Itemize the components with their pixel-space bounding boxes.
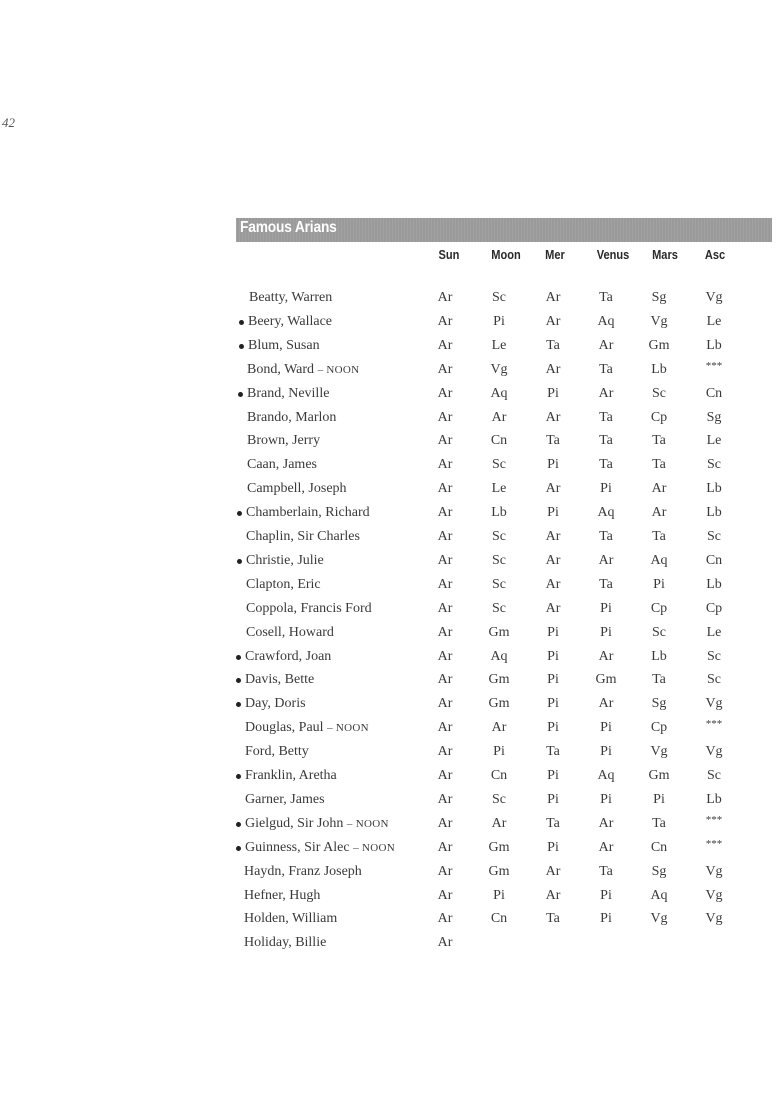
cell-mer: Ta [546, 433, 560, 448]
row-name [246, 529, 360, 545]
cell-asc: *** [705, 718, 723, 730]
row-name [246, 577, 321, 593]
cell-sun: Ar [437, 290, 453, 305]
cell-mars: Ar [651, 481, 667, 496]
cell-asc: Sc [707, 649, 721, 664]
bullet-marker [239, 344, 244, 349]
cell-asc: Le [706, 433, 722, 448]
cell-venus: Pi [600, 625, 612, 640]
cell-venus: Ar [598, 816, 614, 831]
cell-mars: Vg [650, 911, 668, 926]
row-name-text: Clapton, Eric [246, 577, 321, 592]
row-name [246, 625, 334, 641]
cell-mer: Pi [547, 625, 559, 640]
row-name [245, 768, 337, 784]
cell-sun: Ar [437, 696, 453, 711]
cell-mars: Sg [651, 696, 667, 711]
table-row [0, 314, 780, 338]
cell-sun: Ar [437, 553, 453, 568]
table-title: Famous Arians [240, 219, 337, 236]
cell-moon: Gm [488, 696, 510, 711]
row-name [244, 864, 362, 880]
cell-asc: Le [706, 625, 722, 640]
cell-moon: Sc [492, 553, 506, 568]
table-row [0, 481, 780, 505]
cell-mer: Pi [547, 672, 559, 687]
cell-moon: Sc [492, 529, 506, 544]
row-name [245, 792, 325, 808]
table-row [0, 792, 780, 816]
row-name [247, 386, 329, 402]
cell-moon: Cn [490, 911, 508, 926]
table-row [0, 625, 780, 649]
row-name-text: Chamberlain, Richard [246, 505, 370, 520]
bullet-marker [236, 678, 241, 683]
cell-sun: Ar [437, 338, 453, 353]
cell-mer: Pi [547, 696, 559, 711]
cell-sun: Ar [437, 529, 453, 544]
row-name [245, 649, 331, 665]
row-note: – NOON [346, 818, 389, 830]
cell-asc: Vg [705, 744, 723, 759]
row-name [247, 410, 336, 426]
table-row [0, 816, 780, 840]
cell-sun: Ar [437, 816, 453, 831]
table-row [0, 601, 780, 625]
table-row [0, 338, 780, 362]
cell-mer: Pi [547, 386, 559, 401]
cell-mer: Ta [546, 911, 560, 926]
cell-asc: Vg [705, 696, 723, 711]
cell-venus: Ta [599, 577, 613, 592]
cell-mars: Cp [650, 720, 668, 735]
bullet-marker [236, 655, 241, 660]
cell-moon: Pi [493, 888, 505, 903]
cell-venus: Aq [597, 505, 615, 520]
cell-venus: Aq [597, 314, 615, 329]
cell-venus: Ar [598, 840, 614, 855]
bullet-marker [236, 846, 241, 851]
bullet-marker [238, 392, 243, 397]
column-header-venus: Venus [596, 247, 630, 262]
cell-mer: Ar [545, 314, 561, 329]
cell-mer: Pi [547, 840, 559, 855]
cell-asc: Cp [705, 601, 723, 616]
cell-moon: Vg [490, 362, 508, 377]
row-name [245, 744, 309, 760]
table-row [0, 744, 780, 768]
row-name [246, 553, 324, 569]
cell-mars: Sc [652, 386, 666, 401]
row-name [249, 290, 332, 306]
cell-sun: Ar [437, 720, 453, 735]
cell-moon: Ar [491, 720, 507, 735]
cell-venus: Ta [599, 410, 613, 425]
table-row [0, 386, 780, 410]
cell-venus: Aq [597, 768, 615, 783]
cell-asc: Cn [705, 553, 723, 568]
cell-mer: Ar [545, 577, 561, 592]
cell-sun: Ar [437, 433, 453, 448]
cell-mer: Pi [547, 768, 559, 783]
row-name-text: Coppola, Francis Ford [246, 601, 372, 616]
cell-asc: Lb [706, 338, 722, 353]
bullet-marker [239, 320, 244, 325]
table-row [0, 410, 780, 434]
column-header-asc: Asc [704, 247, 726, 262]
cell-asc: Vg [705, 864, 723, 879]
cell-asc: Lb [706, 577, 722, 592]
bullet-marker [237, 511, 242, 516]
cell-sun: Ar [437, 386, 453, 401]
cell-sun: Ar [437, 481, 453, 496]
column-header-moon: Moon [491, 247, 521, 262]
cell-venus: Pi [600, 792, 612, 807]
cell-venus: Ar [598, 696, 614, 711]
table-row [0, 935, 780, 959]
row-note: – NOON [327, 722, 369, 734]
cell-moon: Le [491, 338, 507, 353]
cell-mars: Ar [651, 505, 667, 520]
cell-mer: Ta [546, 338, 560, 353]
cell-moon: Pi [493, 744, 505, 759]
row-name [248, 338, 320, 354]
row-name-text: Beery, Wallace [248, 314, 332, 329]
cell-moon: Aq [490, 386, 508, 401]
table-row [0, 649, 780, 673]
cell-sun: Ar [437, 888, 453, 903]
cell-mars: Cp [650, 601, 668, 616]
table-row [0, 362, 780, 386]
cell-venus: Pi [600, 744, 612, 759]
row-name [247, 481, 347, 497]
row-name-text: Brown, Jerry [247, 433, 321, 448]
cell-venus: Pi [600, 888, 612, 903]
row-name-text: Guinness, Sir Alec [245, 840, 350, 855]
cell-asc: *** [705, 360, 723, 372]
table-row [0, 577, 780, 601]
cell-mars: Lb [651, 362, 667, 377]
column-header-mer: Mer [545, 247, 565, 262]
cell-moon: Sc [492, 577, 506, 592]
cell-venus: Pi [600, 601, 612, 616]
row-name-text: Chaplin, Sir Charles [246, 529, 360, 544]
row-name-text: Garner, James [245, 792, 325, 807]
cell-asc: Lb [706, 481, 722, 496]
row-name-text: Douglas, Paul [245, 720, 324, 735]
row-name-text: Davis, Bette [245, 672, 315, 687]
table-row [0, 696, 780, 720]
row-name-text: Caan, James [247, 457, 317, 472]
table-row [0, 720, 780, 744]
cell-mer: Ar [545, 601, 561, 616]
row-note: – NOON [353, 842, 395, 854]
cell-mars: Ta [652, 672, 666, 687]
cell-moon: Le [491, 481, 507, 496]
cell-mars: Sc [652, 625, 666, 640]
row-name [247, 457, 317, 473]
row-name-text: Beatty, Warren [249, 290, 333, 305]
row-name [246, 601, 372, 617]
cell-moon: Lb [491, 505, 507, 520]
row-name-text: Blum, Susan [248, 338, 320, 353]
row-name [245, 696, 306, 712]
cell-mer: Ta [546, 816, 560, 831]
cell-asc: *** [705, 838, 723, 850]
table-row [0, 290, 780, 314]
row-name-text: Campbell, Joseph [247, 481, 347, 496]
cell-mars: Gm [648, 768, 670, 783]
cell-venus: Gm [595, 672, 617, 687]
column-header-row [0, 247, 780, 271]
cell-mars: Ta [652, 816, 666, 831]
table-row [0, 864, 780, 888]
cell-asc: Sc [707, 768, 721, 783]
cell-venus: Ar [598, 553, 614, 568]
cell-mer: Pi [547, 505, 559, 520]
row-name [245, 672, 314, 688]
row-name-text: Day, Doris [245, 696, 306, 711]
cell-mer: Ar [545, 529, 561, 544]
row-name-text: Cosell, Howard [246, 625, 334, 640]
cell-asc: Lb [706, 792, 722, 807]
cell-mer: Ar [545, 290, 561, 305]
table-title-bar [236, 218, 772, 242]
cell-asc: Le [706, 314, 722, 329]
cell-asc: Vg [705, 911, 723, 926]
cell-venus: Ta [599, 457, 613, 472]
row-name [245, 720, 369, 736]
table-row [0, 840, 780, 864]
table-row [0, 457, 780, 481]
cell-asc: Sg [706, 410, 722, 425]
cell-asc: Sc [707, 529, 721, 544]
cell-mars: Gm [648, 338, 670, 353]
cell-moon: Ar [491, 410, 507, 425]
cell-sun: Ar [437, 649, 453, 664]
cell-mer: Pi [547, 792, 559, 807]
cell-sun: Ar [437, 625, 453, 640]
row-name-text: Christie, Julie [246, 553, 324, 568]
cell-sun: Ar [437, 362, 453, 377]
cell-asc: Vg [705, 888, 723, 903]
cell-sun: Ar [437, 744, 453, 759]
row-name-text: Bond, Ward [247, 362, 315, 377]
cell-venus: Pi [600, 720, 612, 735]
cell-mars: Ta [652, 433, 666, 448]
cell-mer: Pi [547, 720, 559, 735]
row-name-text: Ford, Betty [245, 744, 309, 759]
cell-mer: Pi [547, 649, 559, 664]
cell-asc: *** [705, 814, 723, 826]
cell-mars: Ta [652, 457, 666, 472]
row-name [244, 911, 337, 927]
table-row [0, 553, 780, 577]
cell-sun: Ar [437, 505, 453, 520]
cell-mars: Vg [650, 314, 668, 329]
cell-venus: Ta [599, 433, 613, 448]
cell-mars: Aq [650, 553, 668, 568]
row-name-text: Gielgud, Sir John [245, 816, 344, 831]
row-name [244, 888, 320, 904]
row-name [245, 840, 395, 856]
cell-asc: Lb [706, 505, 722, 520]
row-name-text: Holiday, Billie [244, 935, 327, 950]
cell-sun: Ar [437, 410, 453, 425]
cell-mars: Ta [652, 529, 666, 544]
table-row [0, 433, 780, 457]
row-name-text: Brand, Neville [247, 386, 330, 401]
cell-mer: Ar [545, 481, 561, 496]
bullet-marker [237, 559, 242, 564]
cell-moon: Gm [488, 840, 510, 855]
cell-mer: Pi [547, 457, 559, 472]
cell-venus: Ar [598, 338, 614, 353]
bullet-marker [236, 702, 241, 707]
cell-venus: Ar [598, 649, 614, 664]
table-row [0, 529, 780, 553]
cell-mer: Ar [545, 888, 561, 903]
cell-mars: Aq [650, 888, 668, 903]
cell-sun: Ar [437, 672, 453, 687]
cell-venus: Ta [599, 529, 613, 544]
cell-venus: Ta [599, 362, 613, 377]
cell-mer: Ta [546, 744, 560, 759]
row-name [247, 362, 359, 378]
cell-venus: Pi [600, 481, 612, 496]
cell-moon: Sc [492, 457, 506, 472]
cell-moon: Sc [492, 792, 506, 807]
column-header-sun: Sun [438, 247, 460, 262]
page-number: 42 [2, 115, 15, 130]
cell-asc: Sc [707, 672, 721, 687]
row-name [245, 816, 389, 832]
cell-sun: Ar [437, 840, 453, 855]
cell-asc: Vg [705, 290, 723, 305]
cell-mars: Lb [651, 649, 667, 664]
cell-moon: Gm [488, 672, 510, 687]
cell-sun: Ar [437, 768, 453, 783]
cell-mer: Ar [545, 362, 561, 377]
cell-mer: Ar [545, 410, 561, 425]
table-row [0, 911, 780, 935]
row-name [244, 935, 326, 951]
column-header-mars: Mars [652, 247, 678, 262]
cell-mer: Ar [545, 864, 561, 879]
cell-venus: Ar [598, 386, 614, 401]
cell-moon: Cn [490, 433, 508, 448]
bullet-marker [236, 822, 241, 827]
cell-mars: Pi [653, 792, 665, 807]
cell-moon: Pi [493, 314, 505, 329]
cell-mars: Pi [653, 577, 665, 592]
table-row [0, 672, 780, 696]
row-name-text: Holden, William [244, 911, 338, 926]
cell-mer: Ar [545, 553, 561, 568]
row-name [247, 433, 320, 449]
row-note: – NOON [317, 364, 360, 376]
cell-sun: Ar [437, 864, 453, 879]
cell-venus: Pi [600, 911, 612, 926]
cell-moon: Ar [491, 816, 507, 831]
cell-mars: Cn [650, 840, 668, 855]
cell-moon: Sc [492, 601, 506, 616]
cell-moon: Gm [488, 625, 510, 640]
cell-sun: Ar [437, 457, 453, 472]
cell-sun: Ar [437, 601, 453, 616]
cell-moon: Cn [490, 768, 508, 783]
cell-mars: Cp [650, 410, 668, 425]
row-name-text: Hefner, Hugh [244, 888, 321, 903]
cell-sun: Ar [437, 911, 453, 926]
cell-moon: Gm [488, 864, 510, 879]
cell-asc: Cn [705, 386, 723, 401]
cell-venus: Ta [599, 864, 613, 879]
cell-moon: Aq [490, 649, 508, 664]
cell-moon: Sc [492, 290, 506, 305]
cell-mars: Sg [651, 290, 667, 305]
cell-venus: Ta [599, 290, 613, 305]
cell-sun: Ar [437, 792, 453, 807]
cell-mars: Sg [651, 864, 667, 879]
bullet-marker [236, 774, 241, 779]
cell-sun: Ar [437, 577, 453, 592]
cell-sun: Ar [437, 935, 453, 950]
cell-asc: Sc [707, 457, 721, 472]
row-name-text: Brando, Marlon [247, 410, 337, 425]
row-name [246, 505, 370, 521]
cell-sun: Ar [437, 314, 453, 329]
row-name-text: Franklin, Aretha [245, 768, 337, 783]
row-name [248, 314, 332, 330]
table-row [0, 888, 780, 912]
cell-mars: Vg [650, 744, 668, 759]
table-row [0, 505, 780, 529]
row-name-text: Haydn, Franz Joseph [244, 864, 362, 879]
row-name-text: Crawford, Joan [245, 649, 332, 664]
table-row [0, 768, 780, 792]
